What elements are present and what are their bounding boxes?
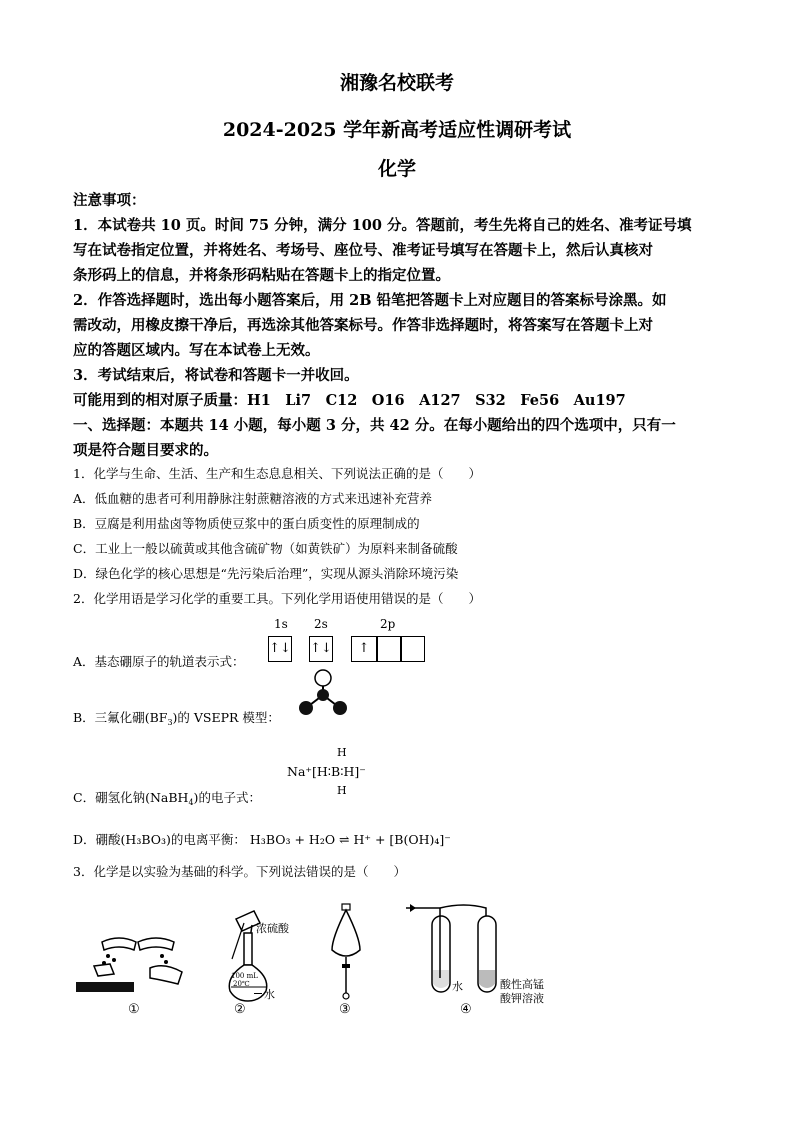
notice-line: 应的答题区域内。写在本试卷上无效。	[73, 342, 320, 359]
q2-option-b: B．三氟化硼$(BF_3)$的 VSEPR 模型：	[73, 710, 280, 727]
notice-line: 需改动，用橡皮擦干净后，再选涂其他答案标号。作答非选择题时，将答案写在答题卡上对	[73, 317, 653, 334]
bf3-vsepr-model	[296, 668, 354, 722]
figure-1-number: ①	[128, 1002, 140, 1017]
section-heading: 一、选择题：本题共 14 小题，每小题 3 分，共 42 分。在每小题给出的四个选项中，只有一	[73, 417, 676, 434]
figure-1-hand-operation	[74, 930, 194, 1000]
nabh4-electron-formula: Na⁺[H∶B∶H]⁻	[287, 764, 366, 779]
nabh4-h-top: H	[337, 746, 347, 759]
atomic-masses: 可能用到的相对原子质量：H1 Li7 C12 O16 A127 S32 Fe56 Au197	[73, 392, 626, 409]
label-water-tube: 水	[452, 980, 463, 993]
label-conc-sulfuric-acid: 浓硫酸	[256, 922, 289, 935]
exam-title: 2024-2025 学年新高考适应性调研考试	[222, 119, 572, 141]
q1-option-a: A．低血糖的患者可利用静脉注射蔗糖溶液的方式来迅速补充营养	[73, 491, 433, 506]
q2-option-a: A．基态硼原子的轨道表示式：	[73, 654, 245, 669]
figure-2-number: ②	[234, 1002, 246, 1017]
q1-option-c: C．工业上一般以硫黄或其他含硫矿物（如黄铁矿）为原料来制备硫酸	[73, 541, 458, 556]
orbital-label-2s: 2s	[314, 617, 328, 631]
q2-option-d: D．硼酸(H₃BO₃)的电离平衡： H₃BO₃ + H₂O ⇌ H⁺ + [B(OH)₄]⁻	[73, 832, 451, 847]
notice-line: 2．作答选择题时，选出每小题答案后，用 2B 铅笔把答题卡上对应题目的答案标号涂黑。如	[73, 292, 667, 309]
label-water: 水	[264, 988, 275, 1001]
notice-line: 3．考试结束后，将试卷和答题卡一并收回。	[73, 367, 359, 384]
notice-line: 1．本试卷共 10 页。时间 75 分钟，满分 100 分。答题前，考生先将自己的姓名、准考证号填	[73, 217, 692, 234]
orbital-box-2s	[309, 636, 333, 662]
question-3-stem: 3．化学是以实验为基础的科学。下列说法错误的是（ ）	[73, 864, 406, 879]
question-2-stem: 2．化学用语是学习化学的重要工具。下列化学用语使用错误的是（ ）	[73, 591, 481, 606]
label-kmno4-line2: 酸钾溶液	[500, 992, 544, 1005]
orbital-label-1s: 1s	[274, 617, 288, 631]
orbital-label-2p: 2p	[380, 617, 396, 631]
electron-arrow-up: ↑	[358, 641, 370, 656]
notice-line: 条形码上的信息，并将条形码粘贴在答题卡上的指定位置。	[73, 267, 450, 284]
school-union-title: 湘豫名校联考	[339, 72, 454, 94]
q2-option-c: C．硼氢化钠(NaBH$_4$)的电子式：	[73, 790, 261, 807]
electron-pair-arrows: ↑↓	[310, 641, 332, 656]
figure-3-separatory-funnel	[328, 902, 364, 1002]
orbital-box-2p	[351, 636, 425, 662]
orbital-box-1s	[268, 636, 292, 662]
subject-title: 化学	[377, 158, 416, 180]
figure-3-number: ③	[339, 1002, 351, 1017]
q1-option-b: B．豆腐是利用盐卤等物质使豆浆中的蛋白质变性的原理制成的	[73, 516, 420, 531]
flask-temp-label: 20℃	[233, 980, 250, 988]
label-kmno4-line1: 酸性高锰	[500, 978, 544, 991]
question-1-stem: 1．化学与生命、生活、生产和生态息息相关、下列说法正确的是（ ）	[73, 466, 481, 481]
notice-line: 写在试卷指定位置，并将姓名、考场号、座位号、准考证号填写在答题卡上，然后认真核对	[73, 242, 653, 259]
section-heading: 项是符合题目要求的。	[73, 442, 218, 459]
nabh4-h-bottom: H	[337, 784, 347, 797]
ionization-equation: H₃BO₃ + H₂O ⇌ H⁺ + [B(OH)₄]⁻	[249, 832, 451, 847]
q1-option-d: D．绿色化学的核心思想是“先污染后治理”，实现从源头消除环境污染	[73, 566, 459, 581]
flask-volume-label: 100 mL	[231, 972, 258, 980]
figure-4-number: ④	[460, 1002, 472, 1017]
electron-pair-arrows: ↑↓	[269, 641, 291, 656]
notice-title: 注意事项：	[73, 192, 146, 209]
